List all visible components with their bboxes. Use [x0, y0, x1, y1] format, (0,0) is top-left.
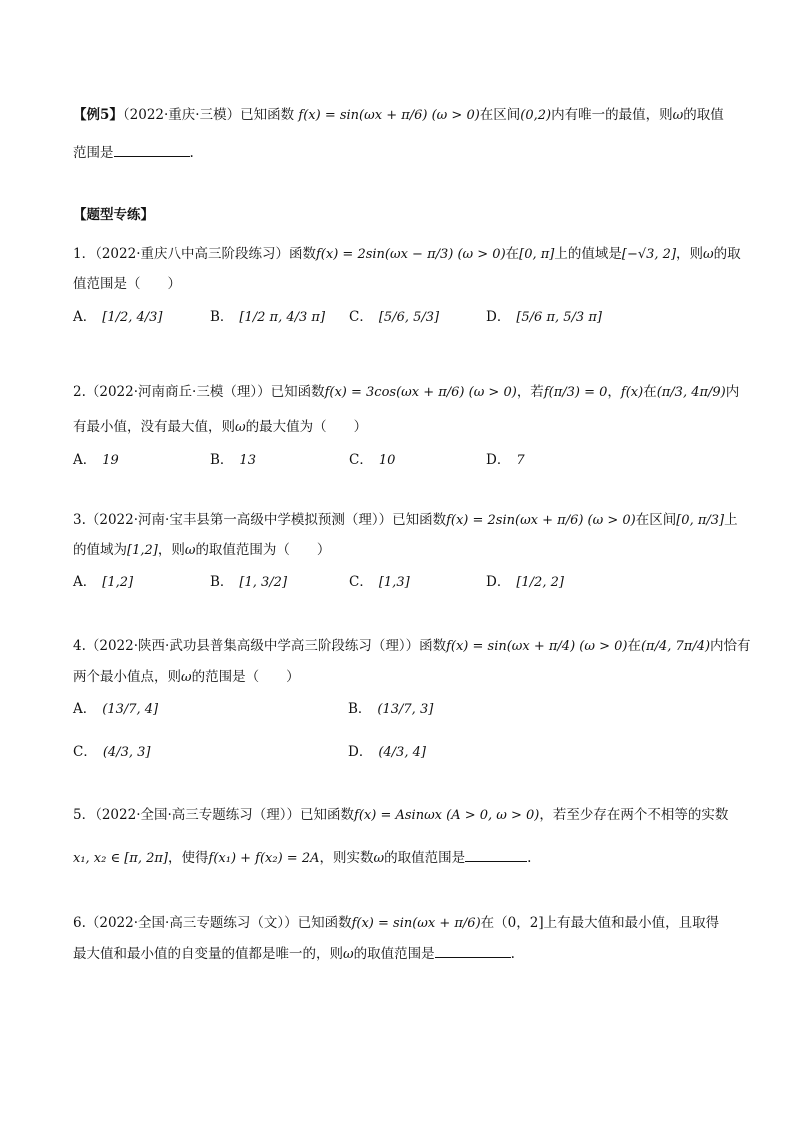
question-text: . [510, 946, 515, 962]
choice-a[interactable]: A． 19 [73, 452, 119, 468]
question-text: 有最小值，没有最大值，则 [73, 419, 235, 435]
question-2-line-1 [73, 380, 740, 405]
choice-a[interactable]: A． [1,2] [73, 574, 134, 590]
question-4-choices-row-1 [73, 692, 733, 726]
question-text: 的范围是（ ） [191, 669, 300, 685]
question-text: 上 [724, 512, 738, 528]
choice-c[interactable]: C． [5/6, 5/3] [349, 309, 440, 325]
question-text: 在 [643, 384, 657, 400]
example-text: 范围是 [73, 145, 114, 161]
choice-b[interactable]: B． (13/7, 3] [348, 701, 434, 717]
question-text: 1．（2022·重庆八中高三阶段练习）函数 [73, 246, 316, 262]
question-3-choices [73, 565, 733, 599]
example-interval: (0,2) [520, 108, 552, 123]
omega-symbol: ω [184, 543, 196, 558]
question-formula: f(x) [620, 385, 644, 400]
question-text: 的取值范围为（ ） [195, 542, 331, 558]
choice-c[interactable]: C． 10 [349, 452, 396, 468]
question-2-choices [73, 443, 733, 477]
choice-d[interactable]: D． [5/6 π, 5/3 π] [486, 309, 602, 325]
question-1-line-1 [73, 242, 741, 267]
example-formula: f(x) = sin(ωx + π/6) (ω > 0) [298, 108, 480, 123]
question-condition: f(π/3) = 0 [543, 385, 608, 400]
question-text: 的值域为 [73, 542, 127, 558]
question-3-line-1 [73, 508, 738, 533]
example-line-2 [73, 141, 733, 165]
omega-symbol: ω [235, 420, 246, 435]
question-text: ，若 [516, 384, 544, 400]
question-text: ，使得 [168, 850, 209, 866]
question-text: 的取值范围是 [353, 946, 435, 962]
omega-symbol: ω [343, 947, 354, 962]
question-text: 在 [505, 246, 520, 262]
question-formula: f(x) = 2sin(ωx + π/6) (ω > 0) [446, 513, 636, 528]
question-text: 6.（2022·全国·高三专题练习（文））已知函数 [73, 915, 352, 931]
question-6-line-2 [73, 942, 733, 967]
question-text: 的取 [713, 246, 741, 262]
question-4-line-1 [73, 634, 751, 659]
question-condition: x₁, x₂ ∈ [π, 2π] [73, 851, 169, 866]
example-text: 在区间 [479, 107, 521, 123]
question-formula: f(x) = sin(ωx + π/4) (ω > 0) [446, 639, 628, 654]
question-text: ，则 [157, 542, 185, 558]
question-text: 内恰有 [710, 638, 751, 654]
omega-symbol: ω [703, 247, 714, 262]
example-text: . [189, 145, 194, 161]
question-1-choices [73, 300, 733, 334]
question-5-line-2 [73, 846, 733, 871]
section-title: 【题型专练】 [73, 207, 154, 223]
answer-blank[interactable] [465, 847, 527, 862]
question-4-line-2 [73, 665, 733, 690]
question-text: 3.（2022·河南·宝丰县第一高级中学模拟预测（理））已知函数 [73, 512, 447, 528]
example-text: 的取值 [683, 107, 724, 123]
example-line-1 [73, 103, 733, 128]
question-formula: f(x₁) + f(x₂) = 2A [208, 851, 320, 866]
question-text: 的取值范围是 [384, 850, 466, 866]
question-text: 在（0，2]上有最大值和最小值，且取得 [480, 915, 720, 931]
question-interval: (π/3, 4π/9) [656, 385, 726, 400]
choice-d[interactable]: D． 7 [486, 452, 525, 468]
question-6-line-1 [73, 911, 733, 936]
question-1-line-2: 值范围是（ ） [73, 276, 181, 292]
choice-c[interactable]: C． [1,3] [349, 574, 410, 590]
question-text: ， [607, 384, 621, 400]
question-4-choices-row-2 [73, 735, 733, 769]
choice-b[interactable]: B． [1/2 π, 4/3 π] [210, 309, 326, 325]
question-text: 内 [725, 384, 740, 400]
question-interval: [0, π/3] [676, 513, 725, 528]
question-3-line-2 [73, 538, 733, 563]
question-text: 在区间 [635, 512, 677, 528]
example-text: （2022·重庆·三模）已知函数 [122, 107, 295, 123]
question-text: 两个最小值点，则 [73, 669, 181, 685]
choice-d[interactable]: D． [1/2, 2] [486, 574, 564, 590]
example-text: 内有唯一的最值，则 [551, 107, 673, 123]
question-text: 2.（2022·河南商丘·三模（理））已知函数 [73, 384, 325, 400]
question-interval: [0, π] [519, 247, 555, 262]
answer-blank[interactable] [435, 943, 511, 958]
question-text: 上的值域是 [554, 246, 622, 262]
question-text: 在 [627, 638, 641, 654]
omega-symbol: ω [373, 851, 385, 866]
question-formula: f(x) = 3cos(ωx + π/6) (ω > 0) [324, 385, 517, 400]
question-formula: f(x) = Asinωx (A > 0, ω > 0) [354, 808, 540, 823]
omega-symbol: ω [672, 108, 684, 123]
question-formula: f(x) = 2sin(ωx − π/3) (ω > 0) [316, 247, 506, 262]
question-text: 的最大值为（ ） [245, 419, 368, 435]
example-label: 【例5】 [73, 107, 123, 123]
choice-a[interactable]: A． [1/2, 4/3] [73, 309, 163, 325]
question-formula: f(x) = sin(ωx + π/6) [351, 916, 481, 931]
question-text: ，则 [676, 246, 704, 262]
question-text: ，则实数 [319, 850, 374, 866]
choice-d[interactable]: D． (4/3, 4] [348, 744, 426, 760]
choice-c[interactable]: C． (4/3, 3] [73, 744, 151, 760]
question-interval: (π/4, 7π/4) [640, 639, 711, 654]
question-text: ，若至少存在两个不相等的实数 [539, 807, 729, 823]
choice-b[interactable]: B． 13 [210, 452, 256, 468]
question-text: 最大值和最小值的自变量的值都是唯一的，则 [73, 946, 343, 962]
omega-symbol: ω [181, 670, 192, 685]
question-2-line-2 [73, 415, 733, 440]
question-range: [1,2] [127, 543, 158, 558]
question-range: [−√3, 2] [621, 247, 677, 262]
question-5-line-1 [73, 803, 733, 828]
answer-blank[interactable] [114, 142, 190, 157]
question-text: . [527, 850, 532, 866]
choice-a[interactable]: A． (13/7, 4] [73, 701, 159, 717]
question-text: 5．（2022·全国·高三专题练习（理））已知函数 [73, 807, 355, 823]
choice-b[interactable]: B． [1, 3/2] [210, 574, 288, 590]
question-text: 4.（2022·陕西·武功县普集高级中学高三阶段练习（理））函数 [73, 638, 447, 654]
